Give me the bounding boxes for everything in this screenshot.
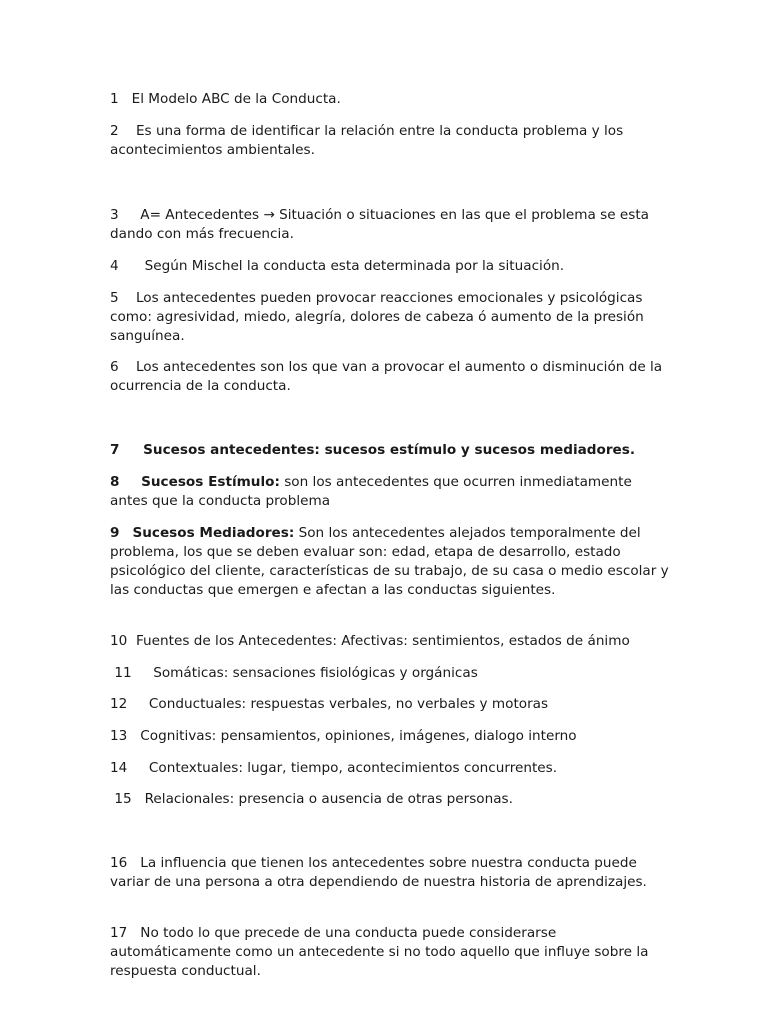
paragraph-text: son los antecedentes que ocurren inmediatamente antes que la conducta problema <box>110 474 632 509</box>
paragraph-text: A= Antecedentes → Situación o situaciones en las que el problema se esta dando con más frecuencia. <box>110 207 650 242</box>
paragraph-5 <box>110 289 670 346</box>
paragraph-text: Es una forma de identificar la relación entre la conducta problema y los acontecimientos ambientales. <box>110 123 624 158</box>
paragraph-7 <box>110 441 670 460</box>
paragraph-number: 14 <box>110 760 128 776</box>
paragraph-number: 9 <box>110 525 120 541</box>
paragraph-text: Fuentes de los Antecedentes: Afectivas: sentimientos, estados de ánimo <box>135 633 630 649</box>
paragraph-13 <box>110 727 670 746</box>
paragraph-text: Contextuales: lugar, tiempo, acontecimientos concurrentes. <box>148 760 558 776</box>
paragraph-8 <box>110 473 670 511</box>
paragraph-12 <box>110 695 670 714</box>
paragraph-4 <box>110 257 670 276</box>
paragraph-text: Cognitivas: pensamientos, opiniones, imágenes, dialogo interno <box>140 728 577 744</box>
paragraph-9 <box>110 524 670 600</box>
paragraph-number: 1 <box>110 91 119 107</box>
paragraph-number: 7 <box>110 442 120 458</box>
paragraph-text: Los antecedentes son los que van a provocar el aumento o disminución de la ocurrencia de la conducta. <box>110 359 663 394</box>
paragraph-number: 11 <box>110 665 132 681</box>
paragraph-heading: Sucesos Mediadores: <box>132 525 295 541</box>
paragraph-number: 17 <box>110 925 128 941</box>
paragraph-text: Somáticas: sensaciones fisiológicas y orgánicas <box>153 665 478 681</box>
paragraph-16 <box>110 854 670 892</box>
paragraph-number: 5 <box>110 290 119 306</box>
paragraph-text: Son los antecedentes alejados temporalmente del problema, los que se deben evaluar son: edad, etapa de desarrollo, estado psicológico del cliente, características de su trabajo, de su casa o medio escolar y las conductas que emergen e afectan a las conductas siguientes. <box>110 525 669 598</box>
paragraph-text: Relacionales: presencia o ausencia de otras personas. <box>144 791 513 807</box>
paragraph-number: 10 <box>110 633 128 649</box>
paragraph-number: 13 <box>110 728 128 744</box>
paragraph-text: No todo lo que precede de una conducta puede considerarse automáticamente como un antecedente si no todo aquello que influye sobre la respuesta conductual. <box>110 925 649 979</box>
paragraph-number: 15 <box>110 791 132 807</box>
paragraph-number: 2 <box>110 123 119 139</box>
paragraph-text: Según Mischel la conducta esta determinada por la situación. <box>144 258 565 274</box>
paragraph-10 <box>110 632 670 651</box>
paragraph-number: 3 <box>110 207 119 223</box>
paragraph-6 <box>110 358 670 396</box>
paragraph-text: La influencia que tienen los antecedentes sobre nuestra conducta puede variar de una persona a otra dependiendo de nuestra historia de aprendizajes. <box>110 855 647 890</box>
paragraph-text: El Modelo ABC de la Conducta. <box>131 91 341 107</box>
paragraph-number: 16 <box>110 855 128 871</box>
paragraph-number: 8 <box>110 474 120 490</box>
paragraph-heading: Sucesos Estímulo: <box>141 474 280 490</box>
paragraph-heading: Sucesos antecedentes: sucesos estímulo y sucesos mediadores. <box>143 442 636 458</box>
paragraph-number: 6 <box>110 359 119 375</box>
paragraph-11 <box>110 664 670 683</box>
paragraph-3 <box>110 206 670 244</box>
paragraph-17 <box>110 924 670 981</box>
paragraph-1 <box>110 90 670 109</box>
paragraph-14 <box>110 759 670 778</box>
paragraph-15 <box>110 790 670 809</box>
paragraph-number: 4 <box>110 258 119 274</box>
paragraph-text: Conductuales: respuestas verbales, no verbales y motoras <box>148 696 549 712</box>
paragraph-number: 12 <box>110 696 128 712</box>
paragraph-2 <box>110 122 670 160</box>
paragraph-text: Los antecedentes pueden provocar reacciones emocionales y psicológicas como: agresividad, miedo, alegría, dolores de cabeza ó aumento de la presión sanguínea. <box>110 290 644 344</box>
